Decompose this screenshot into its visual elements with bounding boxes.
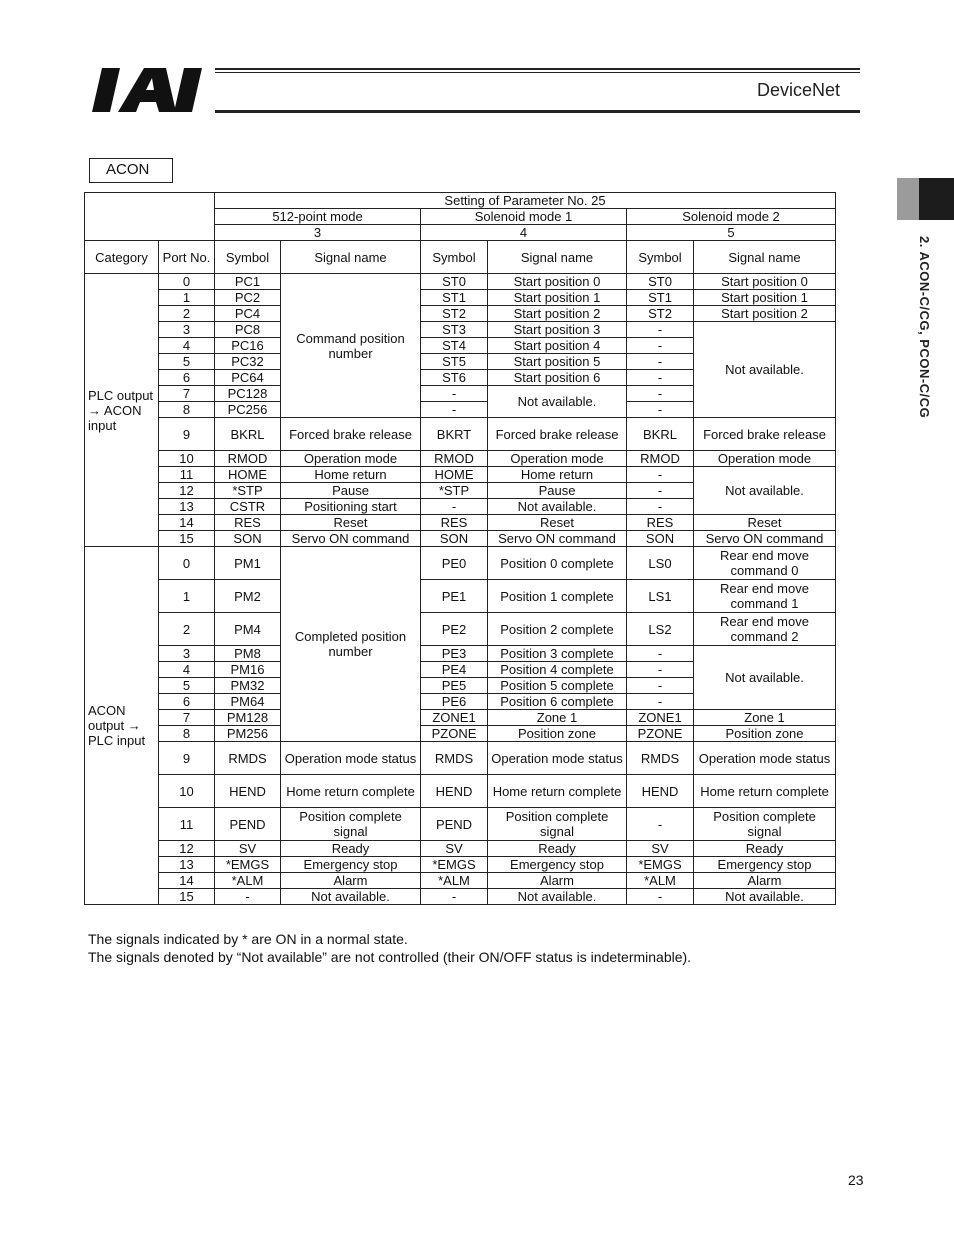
symbol-cell: PC128: [215, 386, 281, 402]
mode-header: Solenoid mode 2: [627, 209, 836, 225]
signal-cell: Start position 0: [694, 274, 836, 290]
port-cell: 7: [159, 710, 215, 726]
signal-cell: Start position 4: [488, 338, 627, 354]
symbol-cell: -: [627, 402, 694, 418]
symbol-cell: RMOD: [215, 451, 281, 467]
symbol-cell: SV: [421, 841, 488, 857]
signal-cell: Start position 1: [694, 290, 836, 306]
signal-cell: Home return complete: [281, 775, 421, 808]
symbol-cell: PC256: [215, 402, 281, 418]
merged-signal-cell: Not available.: [694, 322, 836, 418]
signal-cell: Home return: [488, 467, 627, 483]
port-cell: 2: [159, 306, 215, 322]
symbol-cell: -: [627, 338, 694, 354]
symbol-cell: ZONE1: [627, 710, 694, 726]
signal-cell: Position 2 complete: [488, 613, 627, 646]
symbol-cell: BKRL: [627, 418, 694, 451]
symbol-cell: RMOD: [421, 451, 488, 467]
symbol-cell: *STP: [421, 483, 488, 499]
symbol-cell: HOME: [215, 467, 281, 483]
product-title: DeviceNet: [756, 80, 840, 100]
merged-signal-cell: Not available.: [694, 646, 836, 710]
symbol-cell: RES: [627, 515, 694, 531]
symbol-cell: ST6: [421, 370, 488, 386]
port-cell: 5: [159, 354, 215, 370]
symbol-cell: SON: [215, 531, 281, 547]
symbol-cell: -: [421, 386, 488, 402]
port-cell: 15: [159, 531, 215, 547]
signal-cell: Operation mode: [694, 451, 836, 467]
symbol-cell: PC8: [215, 322, 281, 338]
symbol-cell: PM1: [215, 547, 281, 580]
signal-cell: Reset: [488, 515, 627, 531]
symbol-cell: PEND: [215, 808, 281, 841]
symbol-cell: ST0: [627, 274, 694, 290]
port-cell: 4: [159, 338, 215, 354]
chapter-tab-marker-dark: [919, 178, 954, 220]
symbol-cell: -: [215, 889, 281, 905]
signal-cell: Operation mode status: [281, 742, 421, 775]
symbol-cell: PC32: [215, 354, 281, 370]
merged-signal-cell: Not available.: [694, 467, 836, 515]
signal-cell: Servo ON command: [281, 531, 421, 547]
mode-header: 512-point mode: [215, 209, 421, 225]
symbol-cell: ST2: [421, 306, 488, 322]
signal-assignment-table: [84, 192, 836, 905]
port-cell: 3: [159, 646, 215, 662]
signal-cell: Forced brake release: [694, 418, 836, 451]
port-cell: 4: [159, 662, 215, 678]
port-cell: 11: [159, 467, 215, 483]
signal-cell: Emergency stop: [281, 857, 421, 873]
signal-cell: Alarm: [694, 873, 836, 889]
signal-cell: Start position 2: [694, 306, 836, 322]
port-cell: 15: [159, 889, 215, 905]
signal-cell: Start position 5: [488, 354, 627, 370]
signal-cell: Reset: [694, 515, 836, 531]
chapter-tab-marker: [897, 178, 919, 220]
signal-cell: Forced brake release: [488, 418, 627, 451]
signal-cell: Operation mode: [281, 451, 421, 467]
merged-signal-cell: Command position number: [281, 274, 421, 418]
signal-cell: Forced brake release: [281, 418, 421, 451]
column-header: Signal name: [694, 241, 836, 274]
signal-cell: Ready: [488, 841, 627, 857]
symbol-cell: PC16: [215, 338, 281, 354]
signal-cell: Operation mode: [488, 451, 627, 467]
symbol-cell: -: [421, 499, 488, 515]
signal-cell: Rear end move command 0: [694, 547, 836, 580]
mode-value: 3: [215, 225, 421, 241]
symbol-cell: -: [627, 646, 694, 662]
port-cell: 1: [159, 580, 215, 613]
signal-cell: Pause: [488, 483, 627, 499]
symbol-cell: RMDS: [215, 742, 281, 775]
signal-cell: Start position 2: [488, 306, 627, 322]
symbol-cell: *EMGS: [215, 857, 281, 873]
signal-cell: Position complete signal: [281, 808, 421, 841]
section-label-box: ACON: [89, 158, 173, 183]
symbol-cell: -: [627, 808, 694, 841]
symbol-cell: *EMGS: [627, 857, 694, 873]
symbol-cell: HEND: [627, 775, 694, 808]
column-header: Signal name: [488, 241, 627, 274]
symbol-cell: PC2: [215, 290, 281, 306]
signal-cell: Servo ON command: [694, 531, 836, 547]
port-cell: 11: [159, 808, 215, 841]
column-header: Signal name: [281, 241, 421, 274]
signal-cell: Position 0 complete: [488, 547, 627, 580]
symbol-cell: SV: [627, 841, 694, 857]
symbol-cell: BKRT: [421, 418, 488, 451]
symbol-cell: PE6: [421, 694, 488, 710]
page-number: 23: [848, 1172, 864, 1188]
symbol-cell: ZONE1: [421, 710, 488, 726]
signal-cell: Home return complete: [488, 775, 627, 808]
symbol-cell: *EMGS: [421, 857, 488, 873]
symbol-cell: *ALM: [215, 873, 281, 889]
signal-cell: Pause: [281, 483, 421, 499]
symbol-cell: PC1: [215, 274, 281, 290]
symbol-cell: PE2: [421, 613, 488, 646]
symbol-cell: SON: [421, 531, 488, 547]
symbol-cell: -: [627, 694, 694, 710]
signal-cell: Servo ON command: [488, 531, 627, 547]
footnote: The signals denoted by “Not available” are not controlled (their ON/OFF status is indeterminable).: [88, 949, 692, 965]
column-header: Symbol: [627, 241, 694, 274]
signal-cell: Position 1 complete: [488, 580, 627, 613]
mode-value: 4: [421, 225, 627, 241]
symbol-cell: -: [627, 678, 694, 694]
column-header: Category: [85, 241, 159, 274]
signal-cell: Ready: [281, 841, 421, 857]
signal-cell: Not available.: [694, 889, 836, 905]
category-plc-output: PLC output → ACON input: [85, 274, 159, 547]
symbol-cell: -: [627, 467, 694, 483]
symbol-cell: -: [627, 889, 694, 905]
symbol-cell: -: [627, 370, 694, 386]
symbol-cell: ST4: [421, 338, 488, 354]
symbol-cell: LS2: [627, 613, 694, 646]
symbol-cell: LS0: [627, 547, 694, 580]
symbol-cell: PC64: [215, 370, 281, 386]
symbol-cell: PE4: [421, 662, 488, 678]
port-cell: 6: [159, 370, 215, 386]
symbol-cell: PM64: [215, 694, 281, 710]
symbol-cell: PE0: [421, 547, 488, 580]
symbol-cell: -: [627, 499, 694, 515]
signal-cell: Start position 1: [488, 290, 627, 306]
iai-logo: [92, 66, 212, 114]
symbol-cell: -: [421, 402, 488, 418]
port-cell: 7: [159, 386, 215, 402]
symbol-cell: HEND: [215, 775, 281, 808]
port-cell: 13: [159, 499, 215, 515]
port-cell: 8: [159, 402, 215, 418]
port-cell: 10: [159, 451, 215, 467]
signal-cell: Zone 1: [488, 710, 627, 726]
signal-cell: Position zone: [488, 726, 627, 742]
signal-cell: Start position 0: [488, 274, 627, 290]
symbol-cell: SON: [627, 531, 694, 547]
symbol-cell: -: [627, 386, 694, 402]
signal-cell: Rear end move command 2: [694, 613, 836, 646]
port-cell: 9: [159, 742, 215, 775]
symbol-cell: RMOD: [627, 451, 694, 467]
column-header: Symbol: [215, 241, 281, 274]
mode-value: 5: [627, 225, 836, 241]
signal-cell: Home return complete: [694, 775, 836, 808]
symbol-cell: PM128: [215, 710, 281, 726]
symbol-cell: PM4: [215, 613, 281, 646]
signal-cell: Position 3 complete: [488, 646, 627, 662]
symbol-cell: ST5: [421, 354, 488, 370]
signal-cell: Reset: [281, 515, 421, 531]
symbol-cell: PZONE: [627, 726, 694, 742]
symbol-cell: RMDS: [627, 742, 694, 775]
signal-cell: Alarm: [488, 873, 627, 889]
column-header: Port No.: [159, 241, 215, 274]
port-cell: 3: [159, 322, 215, 338]
signal-cell: Emergency stop: [488, 857, 627, 873]
symbol-cell: PC4: [215, 306, 281, 322]
port-cell: 1: [159, 290, 215, 306]
symbol-cell: PE3: [421, 646, 488, 662]
symbol-cell: *ALM: [627, 873, 694, 889]
symbol-cell: PEND: [421, 808, 488, 841]
symbol-cell: *STP: [215, 483, 281, 499]
signal-cell: Operation mode status: [488, 742, 627, 775]
symbol-cell: PM2: [215, 580, 281, 613]
port-cell: 14: [159, 873, 215, 889]
symbol-cell: PM256: [215, 726, 281, 742]
signal-cell: Not available.: [281, 889, 421, 905]
port-cell: 2: [159, 613, 215, 646]
category-acon-output: ACON output → PLC input: [85, 547, 159, 905]
symbol-cell: -: [627, 483, 694, 499]
signal-cell: Not available.: [488, 499, 627, 515]
signal-cell: Emergency stop: [694, 857, 836, 873]
symbol-cell: ST3: [421, 322, 488, 338]
symbol-cell: -: [627, 354, 694, 370]
symbol-cell: -: [421, 889, 488, 905]
footnote: The signals indicated by * are ON in a normal state.: [88, 931, 408, 947]
signal-cell: Position 6 complete: [488, 694, 627, 710]
symbol-cell: ST2: [627, 306, 694, 322]
port-cell: 5: [159, 678, 215, 694]
symbol-cell: -: [627, 662, 694, 678]
signal-cell: Position complete signal: [488, 808, 627, 841]
signal-cell: Operation mode status: [694, 742, 836, 775]
symbol-cell: PZONE: [421, 726, 488, 742]
signal-cell: Not available.: [488, 889, 627, 905]
symbol-cell: PM16: [215, 662, 281, 678]
symbol-cell: CSTR: [215, 499, 281, 515]
merged-signal-cell: Not available.: [488, 386, 627, 418]
merged-signal-cell: Completed position number: [281, 547, 421, 742]
signal-cell: Start position 6: [488, 370, 627, 386]
signal-cell: Position 4 complete: [488, 662, 627, 678]
symbol-cell: RMDS: [421, 742, 488, 775]
symbol-cell: PE5: [421, 678, 488, 694]
signal-cell: Rear end move command 1: [694, 580, 836, 613]
symbol-cell: SV: [215, 841, 281, 857]
port-cell: 14: [159, 515, 215, 531]
port-cell: 12: [159, 483, 215, 499]
symbol-cell: ST1: [421, 290, 488, 306]
symbol-cell: RES: [421, 515, 488, 531]
signal-cell: Start position 3: [488, 322, 627, 338]
symbol-cell: PM32: [215, 678, 281, 694]
signal-cell: Position zone: [694, 726, 836, 742]
symbol-cell: LS1: [627, 580, 694, 613]
symbol-cell: HOME: [421, 467, 488, 483]
signal-cell: Ready: [694, 841, 836, 857]
column-header: Symbol: [421, 241, 488, 274]
symbol-cell: *ALM: [421, 873, 488, 889]
port-cell: 0: [159, 547, 215, 580]
mode-header: Solenoid mode 1: [421, 209, 627, 225]
port-cell: 12: [159, 841, 215, 857]
symbol-cell: HEND: [421, 775, 488, 808]
port-cell: 0: [159, 274, 215, 290]
port-cell: 9: [159, 418, 215, 451]
parameter-title: Setting of Parameter No. 25: [215, 193, 836, 209]
signal-cell: Position complete signal: [694, 808, 836, 841]
symbol-cell: -: [627, 322, 694, 338]
chapter-side-label: 2. ACON-C/CG, PCON-C/CG: [917, 236, 932, 419]
signal-cell: Position 5 complete: [488, 678, 627, 694]
port-cell: 13: [159, 857, 215, 873]
signal-cell: Alarm: [281, 873, 421, 889]
symbol-cell: RES: [215, 515, 281, 531]
symbol-cell: BKRL: [215, 418, 281, 451]
symbol-cell: PM8: [215, 646, 281, 662]
port-cell: 8: [159, 726, 215, 742]
symbol-cell: ST0: [421, 274, 488, 290]
signal-cell: Zone 1: [694, 710, 836, 726]
symbol-cell: ST1: [627, 290, 694, 306]
port-cell: 6: [159, 694, 215, 710]
signal-cell: Positioning start: [281, 499, 421, 515]
signal-cell: Home return: [281, 467, 421, 483]
symbol-cell: PE1: [421, 580, 488, 613]
port-cell: 10: [159, 775, 215, 808]
